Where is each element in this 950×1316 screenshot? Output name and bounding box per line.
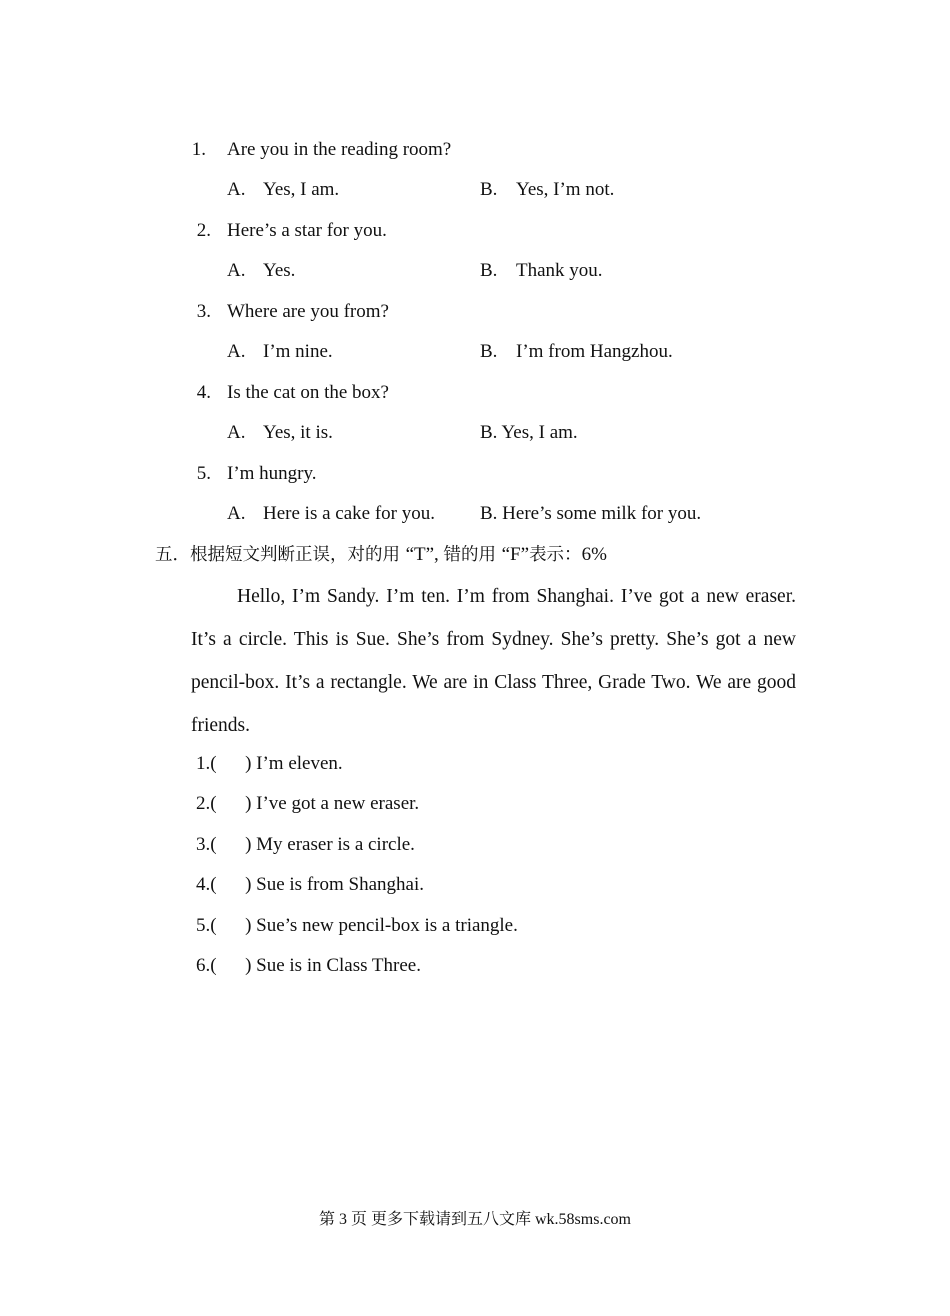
true-false-item: 3.( ) My eraser is a circle.: [196, 834, 415, 855]
section-heading: [155, 545, 607, 565]
question-number: 3.: [196, 301, 211, 322]
option-a-text: Yes.: [263, 260, 296, 281]
question-number: 2.: [196, 220, 211, 241]
option-a-text: Here is a cake for you.: [263, 503, 435, 524]
question-text: I’m hungry.: [227, 463, 317, 484]
section-heading-f-mark: “F”: [501, 544, 530, 565]
option-b-text: I’m from Hangzhou.: [516, 341, 673, 362]
option-a-text: Yes, it is.: [263, 422, 333, 443]
option-b-text: B. Here’s some milk for you.: [480, 503, 702, 524]
true-false-item: 1.( ) I’m eleven.: [196, 753, 343, 774]
question-text: Are you in the reading room?: [227, 139, 452, 160]
true-false-item: 2.( ) I’ve got a new eraser.: [196, 793, 420, 814]
option-a-letter: A.: [227, 422, 246, 443]
option-a-letter: A.: [227, 260, 246, 281]
reading-passage: Hello, I’m Sandy. I’m ten. I’m from Shanghai. I’ve got a new eraser. It’s a circle. This is Sue. She’s from Sydney. She’s pretty. She’s got a new pencil-box. It’s a rectangle. We are in Class Three, Grade Two. We are good friends.: [191, 586, 796, 736]
true-false-item: 4.( ) Sue is from Shanghai.: [196, 874, 424, 895]
question-text: Is the cat on the box?: [227, 382, 389, 403]
question-number: 1.: [191, 139, 206, 160]
page-footer: 第 3 页 更多下载请到五八文库 wk.58sms.com: [318, 1211, 631, 1228]
option-a-letter: A.: [227, 503, 246, 524]
option-b-letter: B.: [480, 341, 498, 362]
question-number: 4.: [196, 382, 211, 403]
option-a-text: Yes, I am.: [263, 179, 340, 200]
section-heading-t-mark: “T”,: [405, 544, 444, 565]
option-b-text: Yes, I’m not.: [516, 179, 615, 200]
question-text: Here’s a star for you.: [227, 220, 387, 241]
true-false-item: 5.( ) Sue’s new pencil-box is a triangle.: [196, 915, 518, 936]
option-a-text: I’m nine.: [263, 341, 333, 362]
question-number: 5.: [196, 463, 211, 484]
option-b-text: B. Yes, I am.: [480, 422, 578, 443]
section-heading-suffix: 表示：: [529, 545, 582, 565]
option-b-letter: B.: [480, 260, 498, 281]
option-b-text: Thank you.: [516, 260, 603, 281]
question-text: Where are you from?: [227, 301, 389, 322]
true-false-item: 6.( ) Sue is in Class Three.: [196, 955, 421, 976]
option-a-letter: A.: [227, 341, 246, 362]
section-heading-score: 6%: [581, 544, 607, 565]
section-heading-mid: 错的用: [443, 545, 502, 565]
section-heading-prefix: 五．根据短文判断正误，对的用: [155, 545, 406, 565]
option-a-letter: A.: [227, 179, 246, 200]
option-b-letter: B.: [480, 179, 498, 200]
